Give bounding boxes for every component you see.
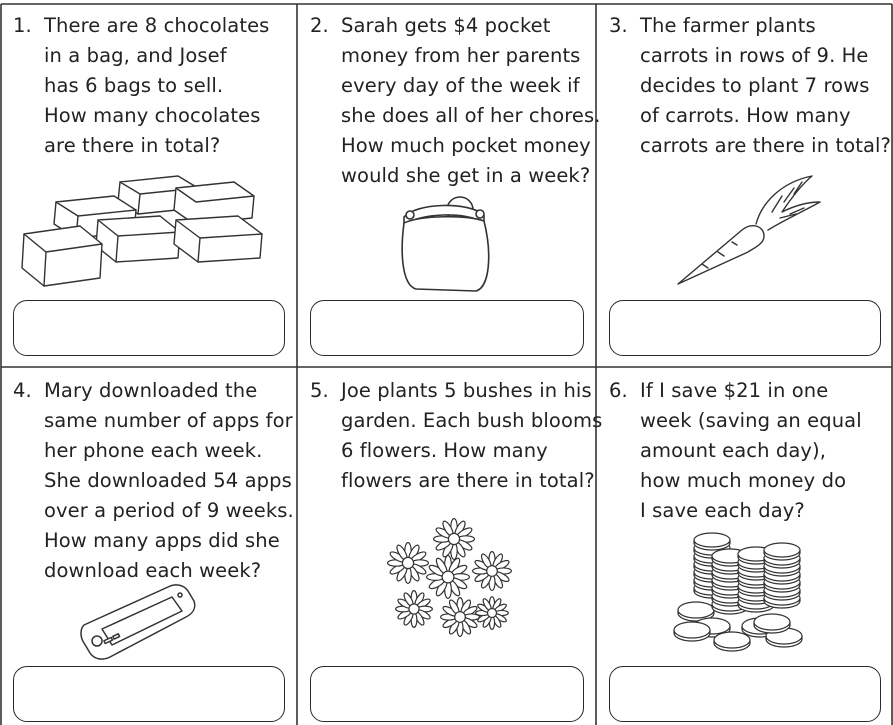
question-line: How many chocolates	[44, 104, 261, 127]
flowers-icon	[376, 513, 518, 647]
question-line: money from her parents	[341, 44, 581, 67]
question-line: has 6 bags to sell.	[44, 74, 224, 97]
question-line: every day of the week if	[341, 74, 580, 97]
question-number: 2.	[310, 14, 329, 37]
question-line: would she get in a week?	[341, 164, 591, 187]
question-number: 4.	[13, 379, 32, 402]
phone-icon	[80, 583, 198, 663]
question-line: her phone each week.	[44, 439, 263, 462]
question-line: download each week?	[44, 559, 262, 582]
coins-icon	[672, 530, 817, 658]
question-line: 6 flowers. How many	[341, 439, 548, 462]
carrot-icon	[672, 172, 822, 290]
question-line: over a period of 9 weeks.	[44, 499, 294, 522]
question-line: The farmer plants	[640, 14, 816, 37]
question-line: she does all of her chores.	[341, 104, 601, 127]
question-line: week (saving an equal	[640, 409, 862, 432]
question-line: in a bag, and Josef	[44, 44, 227, 67]
chocolates-icon	[20, 172, 270, 297]
question-line: amount each day),	[640, 439, 827, 462]
question-line: How much pocket money	[341, 134, 591, 157]
answer-box[interactable]	[13, 300, 285, 356]
question-line: There are 8 chocolates	[44, 14, 270, 37]
answer-box[interactable]	[13, 666, 285, 722]
question-line: How many apps did she	[44, 529, 280, 552]
question-number: 1.	[13, 14, 32, 37]
question-line: carrots in rows of 9. He	[640, 44, 869, 67]
question-number: 3.	[609, 14, 628, 37]
question-line: how much money do	[640, 469, 847, 492]
question-line: garden. Each bush blooms	[341, 409, 603, 432]
question-line: same number of apps for	[44, 409, 293, 432]
question-line: flowers are there in total?	[341, 469, 595, 492]
purse-icon	[396, 193, 496, 293]
question-line: Sarah gets $4 pocket	[341, 14, 551, 37]
question-number: 5.	[310, 379, 329, 402]
answer-box[interactable]	[310, 666, 584, 722]
question-line: are there in total?	[44, 134, 221, 157]
question-number: 6.	[609, 379, 628, 402]
question-line: carrots are there in total?	[640, 134, 892, 157]
question-line: Joe plants 5 bushes in his	[341, 379, 592, 402]
question-line: I save each day?	[640, 499, 805, 522]
question-line: of carrots. How many	[640, 104, 851, 127]
question-line: She downloaded 54 apps	[44, 469, 292, 492]
question-line: Mary downloaded the	[44, 379, 258, 402]
answer-box[interactable]	[609, 300, 881, 356]
answer-box[interactable]	[310, 300, 584, 356]
answer-box[interactable]	[609, 666, 881, 722]
question-line: If I save $21 in one	[640, 379, 829, 402]
question-line: decides to plant 7 rows	[640, 74, 870, 97]
